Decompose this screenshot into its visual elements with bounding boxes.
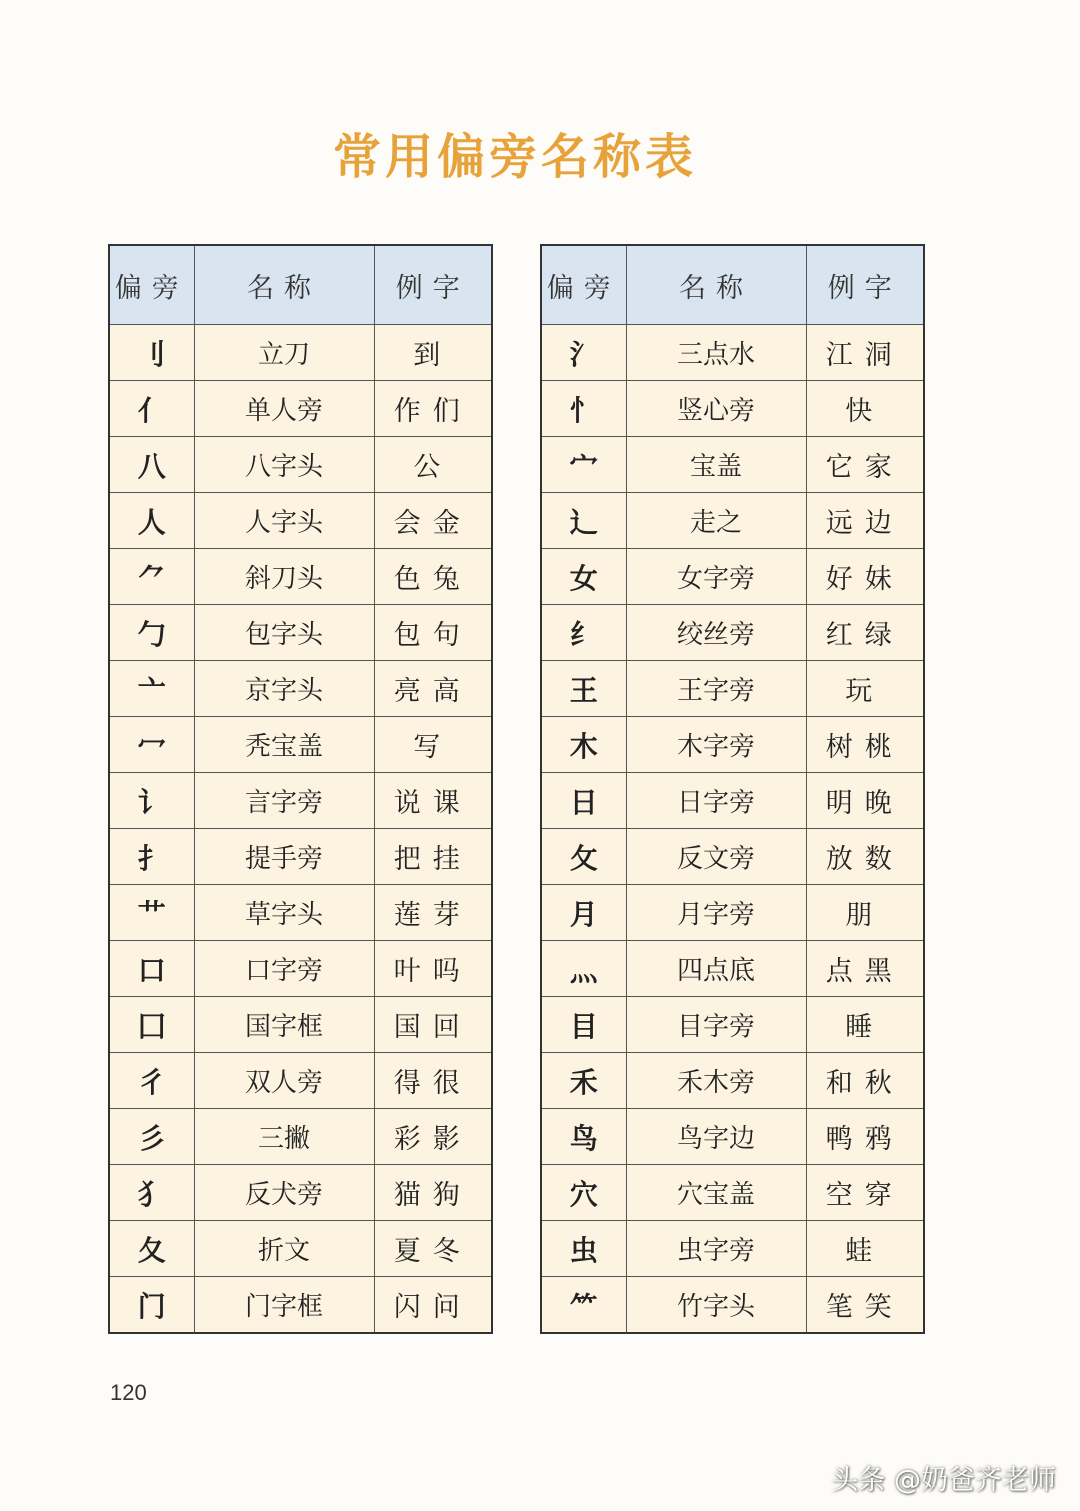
radical-name-cell: 口字旁 bbox=[194, 941, 374, 997]
table-row bbox=[109, 1165, 492, 1221]
radical-name-cell: 提手旁 bbox=[194, 829, 374, 885]
page-title: 常用偏旁名称表 bbox=[332, 129, 697, 185]
example-chars-cell: 远边 bbox=[806, 493, 924, 549]
radical-cell: 攵 bbox=[541, 829, 626, 885]
example-chars-cell: 写 bbox=[374, 717, 492, 773]
example-chars-cell: 朋 bbox=[806, 885, 924, 941]
radical-name-cell: 国字框 bbox=[194, 997, 374, 1053]
table-row bbox=[109, 885, 492, 941]
radical-name-cell: 立刀 bbox=[194, 325, 374, 381]
table-row bbox=[541, 381, 924, 437]
example-chars-cell: 到 bbox=[374, 325, 492, 381]
header-radical: 偏旁 bbox=[541, 245, 626, 325]
radical-cell: 夂 bbox=[109, 1221, 194, 1277]
radical-cell: 勹 bbox=[109, 605, 194, 661]
table-row bbox=[541, 605, 924, 661]
radical-name-cell: 草字头 bbox=[194, 885, 374, 941]
table-row bbox=[109, 549, 492, 605]
radical-name-cell: 月字旁 bbox=[626, 885, 806, 941]
table-row bbox=[541, 885, 924, 941]
table-row bbox=[541, 829, 924, 885]
radical-cell: 禾 bbox=[541, 1053, 626, 1109]
radical-name-cell: 目字旁 bbox=[626, 997, 806, 1053]
example-chars-cell: 国回 bbox=[374, 997, 492, 1053]
example-chars-cell: 猫狗 bbox=[374, 1165, 492, 1221]
table-row bbox=[541, 437, 924, 493]
radical-name-cell: 走之 bbox=[626, 493, 806, 549]
radical-name-cell: 八字头 bbox=[194, 437, 374, 493]
radical-cell: 鸟 bbox=[541, 1109, 626, 1165]
example-chars-cell: 江洞 bbox=[806, 325, 924, 381]
radical-name-cell: 宝盖 bbox=[626, 437, 806, 493]
example-chars-cell: 闪问 bbox=[374, 1277, 492, 1334]
radical-name-cell: 三点水 bbox=[626, 325, 806, 381]
radical-table-right bbox=[540, 244, 925, 1334]
radical-name-cell: 折文 bbox=[194, 1221, 374, 1277]
table-header-row bbox=[109, 245, 492, 325]
radical-name-cell: 包字头 bbox=[194, 605, 374, 661]
radical-cell: 冖 bbox=[109, 717, 194, 773]
radical-name-cell: 绞丝旁 bbox=[626, 605, 806, 661]
radical-name-cell: 王字旁 bbox=[626, 661, 806, 717]
radical-cell: ⺮ bbox=[541, 1277, 626, 1334]
table-row bbox=[541, 773, 924, 829]
radical-name-cell: 木字旁 bbox=[626, 717, 806, 773]
radical-cell: 彳 bbox=[109, 1053, 194, 1109]
radical-name-cell: 四点底 bbox=[626, 941, 806, 997]
header-examples: 例字 bbox=[806, 245, 924, 325]
radical-cell: 艹 bbox=[109, 885, 194, 941]
radical-cell: 刂 bbox=[109, 325, 194, 381]
radical-name-cell: 反犬旁 bbox=[194, 1165, 374, 1221]
table-row bbox=[541, 1277, 924, 1334]
radical-name-cell: 秃宝盖 bbox=[194, 717, 374, 773]
radical-cell: 亠 bbox=[109, 661, 194, 717]
example-chars-cell: 点黑 bbox=[806, 941, 924, 997]
example-chars-cell: 得很 bbox=[374, 1053, 492, 1109]
table-row bbox=[109, 1277, 492, 1334]
example-chars-cell: 放数 bbox=[806, 829, 924, 885]
table-row bbox=[109, 941, 492, 997]
table-row bbox=[109, 997, 492, 1053]
radical-cell: 讠 bbox=[109, 773, 194, 829]
table-row bbox=[109, 437, 492, 493]
example-chars-cell: 玩 bbox=[806, 661, 924, 717]
table-row bbox=[541, 549, 924, 605]
example-chars-cell: 笔笑 bbox=[806, 1277, 924, 1334]
example-chars-cell: 它家 bbox=[806, 437, 924, 493]
radical-name-cell: 反文旁 bbox=[626, 829, 806, 885]
example-chars-cell: 和秋 bbox=[806, 1053, 924, 1109]
table-row bbox=[109, 325, 492, 381]
table-row bbox=[109, 1221, 492, 1277]
page-number: 120 bbox=[110, 1380, 147, 1405]
radical-cell: 穴 bbox=[541, 1165, 626, 1221]
table-row bbox=[109, 1109, 492, 1165]
radical-name-cell: 女字旁 bbox=[626, 549, 806, 605]
radical-cell: 虫 bbox=[541, 1221, 626, 1277]
radical-name-cell: 言字旁 bbox=[194, 773, 374, 829]
radical-cell: 纟 bbox=[541, 605, 626, 661]
radical-name-cell: 门字框 bbox=[194, 1277, 374, 1334]
table-row bbox=[109, 1053, 492, 1109]
table-row bbox=[541, 941, 924, 997]
example-chars-cell: 把挂 bbox=[374, 829, 492, 885]
table-row bbox=[541, 997, 924, 1053]
example-chars-cell: 亮高 bbox=[374, 661, 492, 717]
example-chars-cell: 好妹 bbox=[806, 549, 924, 605]
table-row bbox=[109, 605, 492, 661]
example-chars-cell: 色兔 bbox=[374, 549, 492, 605]
radical-name-cell: 虫字旁 bbox=[626, 1221, 806, 1277]
radical-cell: 囗 bbox=[109, 997, 194, 1053]
radical-cell: 人 bbox=[109, 493, 194, 549]
example-chars-cell: 彩影 bbox=[374, 1109, 492, 1165]
table-row bbox=[541, 661, 924, 717]
radical-cell: 扌 bbox=[109, 829, 194, 885]
radical-cell: 木 bbox=[541, 717, 626, 773]
radical-name-cell: 穴宝盖 bbox=[626, 1165, 806, 1221]
table-row bbox=[109, 829, 492, 885]
radical-name-cell: 禾木旁 bbox=[626, 1053, 806, 1109]
table-row bbox=[109, 381, 492, 437]
radical-name-cell: 斜刀头 bbox=[194, 549, 374, 605]
header-examples: 例字 bbox=[374, 245, 492, 325]
example-chars-cell: 树桃 bbox=[806, 717, 924, 773]
radical-name-cell: 人字头 bbox=[194, 493, 374, 549]
radical-cell: 犭 bbox=[109, 1165, 194, 1221]
radical-cell: 宀 bbox=[541, 437, 626, 493]
radical-name-cell: 双人旁 bbox=[194, 1053, 374, 1109]
radical-name-cell: 鸟字边 bbox=[626, 1109, 806, 1165]
radical-cell: 日 bbox=[541, 773, 626, 829]
radical-cell: 忄 bbox=[541, 381, 626, 437]
example-chars-cell: 鸭鸦 bbox=[806, 1109, 924, 1165]
radical-cell: 辶 bbox=[541, 493, 626, 549]
radical-cell: 目 bbox=[541, 997, 626, 1053]
radical-cell: 亻 bbox=[109, 381, 194, 437]
table-row bbox=[109, 661, 492, 717]
example-chars-cell: 夏冬 bbox=[374, 1221, 492, 1277]
example-chars-cell: 包句 bbox=[374, 605, 492, 661]
example-chars-cell: 会金 bbox=[374, 493, 492, 549]
table-row bbox=[541, 717, 924, 773]
radical-cell: 八 bbox=[109, 437, 194, 493]
radical-cell: 氵 bbox=[541, 325, 626, 381]
radical-cell: 门 bbox=[109, 1277, 194, 1334]
example-chars-cell: 睡 bbox=[806, 997, 924, 1053]
example-chars-cell: 叶吗 bbox=[374, 941, 492, 997]
radical-cell: 月 bbox=[541, 885, 626, 941]
example-chars-cell: 说课 bbox=[374, 773, 492, 829]
radical-cell: 女 bbox=[541, 549, 626, 605]
example-chars-cell: 空穿 bbox=[806, 1165, 924, 1221]
radical-cell: 口 bbox=[109, 941, 194, 997]
radical-name-cell: 单人旁 bbox=[194, 381, 374, 437]
table-row bbox=[541, 1053, 924, 1109]
radical-cell: ⺈ bbox=[109, 549, 194, 605]
table-row bbox=[109, 717, 492, 773]
table-row bbox=[109, 493, 492, 549]
radical-table-left bbox=[108, 244, 493, 1334]
table-header-row bbox=[541, 245, 924, 325]
table-row bbox=[541, 1165, 924, 1221]
example-chars-cell: 莲芽 bbox=[374, 885, 492, 941]
radical-name-cell: 京字头 bbox=[194, 661, 374, 717]
radical-cell: 灬 bbox=[541, 941, 626, 997]
table-row bbox=[109, 773, 492, 829]
radical-name-cell: 日字旁 bbox=[626, 773, 806, 829]
example-chars-cell: 快 bbox=[806, 381, 924, 437]
example-chars-cell: 公 bbox=[374, 437, 492, 493]
example-chars-cell: 作们 bbox=[374, 381, 492, 437]
example-chars-cell: 蛙 bbox=[806, 1221, 924, 1277]
table-row bbox=[541, 493, 924, 549]
radical-cell: 彡 bbox=[109, 1109, 194, 1165]
example-chars-cell: 明晚 bbox=[806, 773, 924, 829]
example-chars-cell: 红绿 bbox=[806, 605, 924, 661]
table-row bbox=[541, 1221, 924, 1277]
radical-name-cell: 竖心旁 bbox=[626, 381, 806, 437]
watermark-text: 头条 @奶爸齐老师 bbox=[831, 1465, 1056, 1496]
table-row bbox=[541, 325, 924, 381]
radical-name-cell: 三撇 bbox=[194, 1109, 374, 1165]
table-row bbox=[541, 1109, 924, 1165]
header-name: 名称 bbox=[194, 245, 374, 325]
header-name: 名称 bbox=[626, 245, 806, 325]
header-radical: 偏旁 bbox=[109, 245, 194, 325]
radical-cell: 王 bbox=[541, 661, 626, 717]
radical-name-cell: 竹字头 bbox=[626, 1277, 806, 1334]
